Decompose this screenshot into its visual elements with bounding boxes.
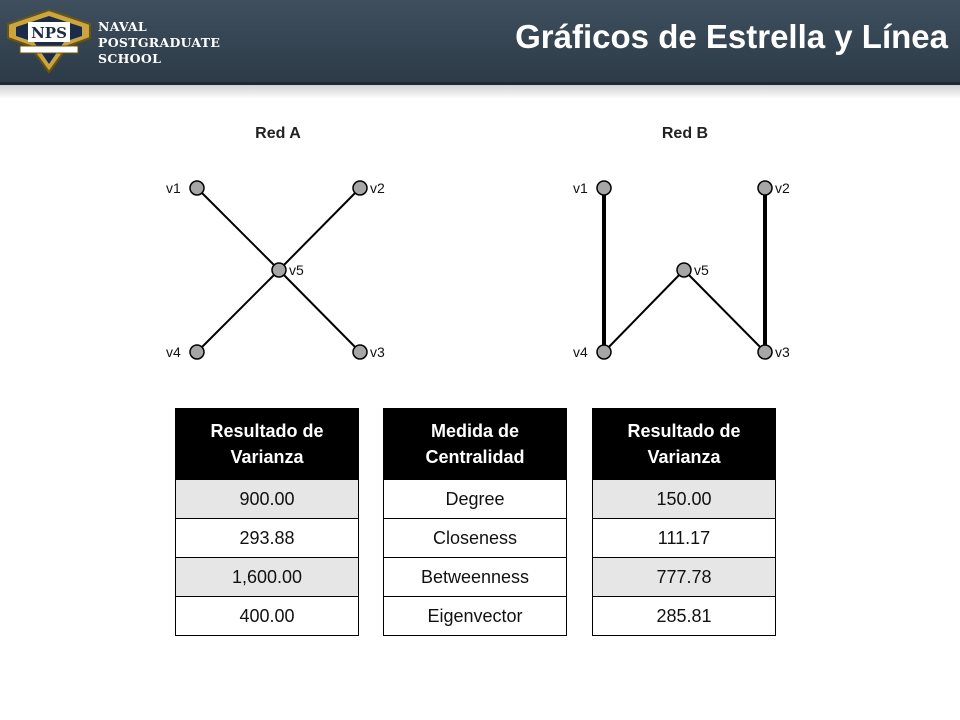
table-cell: 900.00 <box>176 480 359 519</box>
node-b-v2 <box>758 181 772 195</box>
edge-a-v3-v5 <box>279 270 360 352</box>
school-line-1: NAVAL <box>98 19 147 34</box>
table-header: Medida de Centralidad <box>384 409 567 480</box>
variance-table-a <box>175 408 359 636</box>
node-b-v1-label: v1 <box>573 180 588 196</box>
table-cell: 400.00 <box>176 597 359 636</box>
edge-b-v4-v5 <box>604 270 684 352</box>
node-a-v2 <box>353 181 367 195</box>
node-b-v3-label: v3 <box>775 344 790 360</box>
network-a-graph <box>166 180 385 360</box>
node-b-v2-label: v2 <box>775 180 790 196</box>
table-header: Resultado de Varianza <box>593 409 776 480</box>
node-b-v4-label: v4 <box>573 344 588 360</box>
table-cell: 150.00 <box>593 480 776 519</box>
node-a-v1-label: v1 <box>166 180 181 196</box>
node-a-v3 <box>353 345 367 359</box>
node-b-v1 <box>597 181 611 195</box>
table-cell: 285.81 <box>593 597 776 636</box>
table-cell: Degree <box>384 480 567 519</box>
slide-title: Gráficos de Estrella y Línea <box>515 18 948 55</box>
node-a-v3-label: v3 <box>370 344 385 360</box>
node-a-v4-label: v4 <box>166 344 181 360</box>
table-cell: Betweenness <box>384 558 567 597</box>
table-cell: 293.88 <box>176 519 359 558</box>
table-cell: 111.17 <box>593 519 776 558</box>
network-b-label: Red B <box>661 125 709 142</box>
node-b-v4 <box>597 345 611 359</box>
table-cell: Closeness <box>384 519 567 558</box>
node-b-v5-label: v5 <box>694 262 709 278</box>
node-a-v1 <box>190 181 204 195</box>
table-cell: 777.78 <box>593 558 776 597</box>
node-b-v3 <box>758 345 772 359</box>
table-cell: Eigenvector <box>384 597 567 636</box>
edge-a-v4-v5 <box>197 270 279 352</box>
centrality-measure-table <box>383 408 567 636</box>
node-a-v5-label: v5 <box>289 262 304 278</box>
node-b-v5 <box>677 263 691 277</box>
logo-text: NPS <box>31 24 67 42</box>
edge-a-v2-v5 <box>279 188 360 270</box>
school-line-2: POSTGRADUATE <box>98 35 221 50</box>
variance-table-b <box>592 408 776 636</box>
node-a-v2-label: v2 <box>370 180 385 196</box>
node-a-v5 <box>272 263 286 277</box>
edge-a-v1-v5 <box>197 188 279 270</box>
table-cell: 1,600.00 <box>176 558 359 597</box>
edge-b-v5-v3 <box>684 270 765 352</box>
table-header: Resultado de Varianza <box>176 409 359 480</box>
network-b-graph <box>573 180 790 360</box>
node-a-v4 <box>190 345 204 359</box>
school-line-3: SCHOOL <box>98 51 162 66</box>
network-a-label: Red A <box>255 125 301 142</box>
